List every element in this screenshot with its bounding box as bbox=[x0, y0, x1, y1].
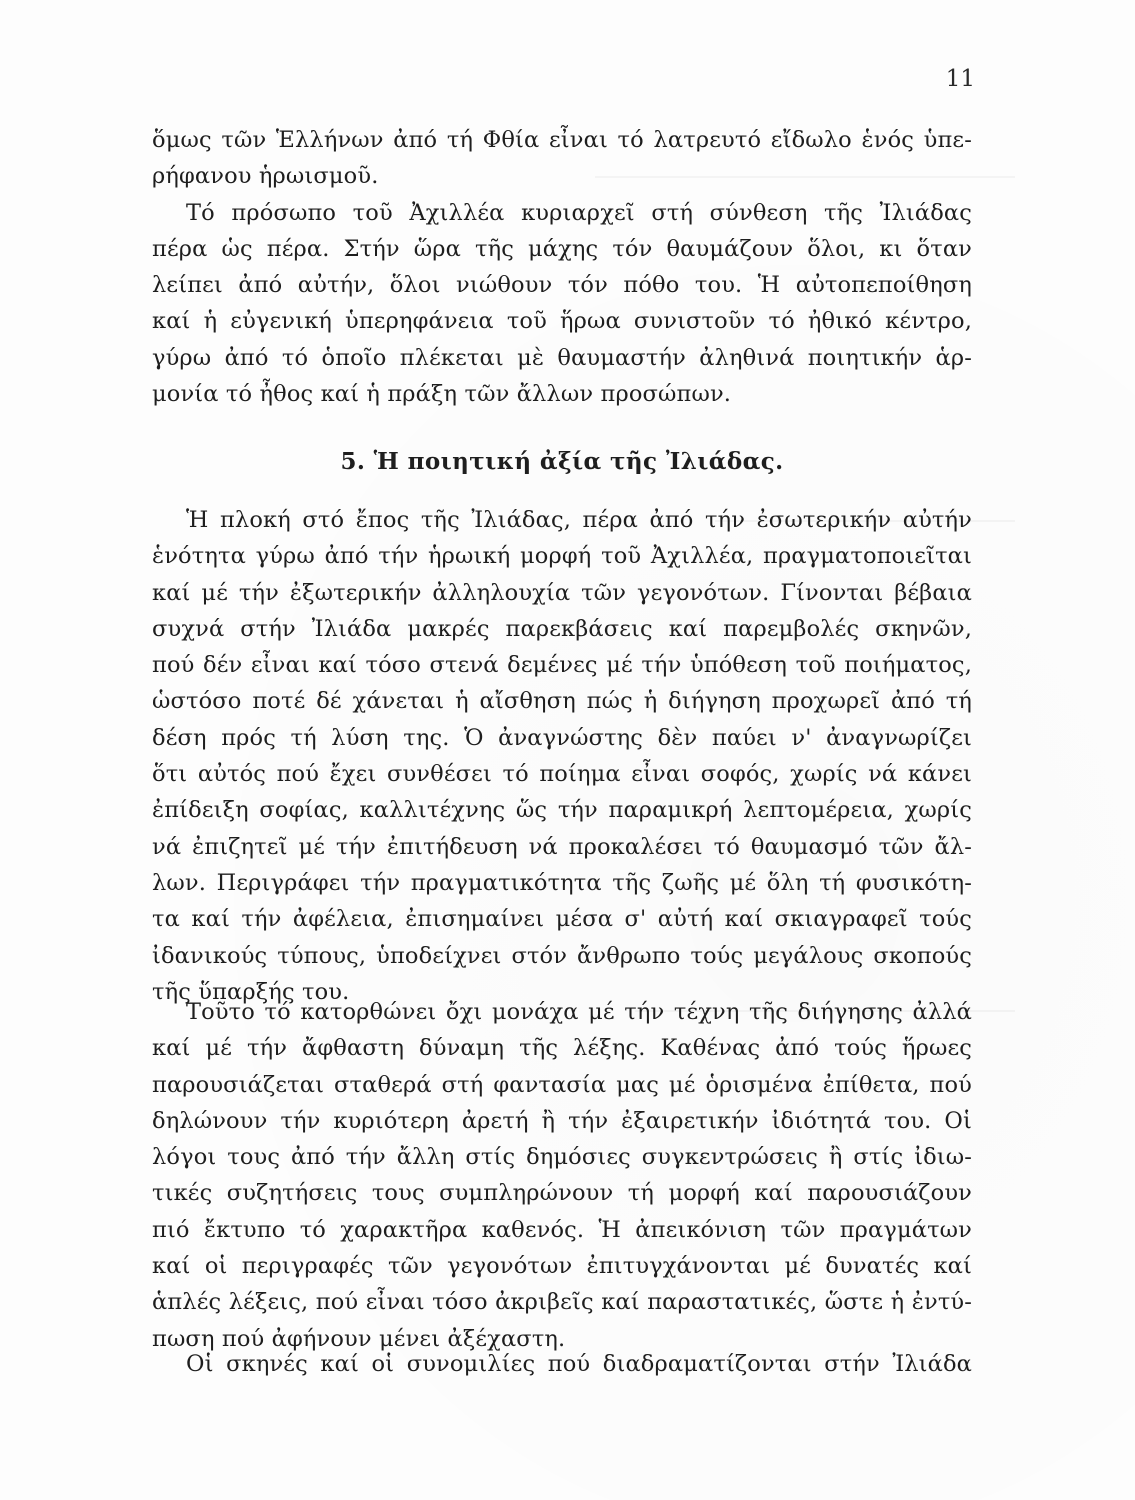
text-line: δηλώνουν τήν κυριότερη ἀρετή ἢ τήν ἐξαιρετικήν ἰδιότητά του. Οἱ bbox=[152, 1107, 972, 1134]
text-block-paragraph-2 bbox=[152, 994, 972, 1357]
text-line: τικές συζητήσεις τους συμπληρώνουν τή μορφή καί παρουσιάζουν bbox=[152, 1180, 972, 1207]
text-line: ἁπλές λέξεις, πού εἶναι τόσο ἀκριβεῖς καί παραστατικές, ὥστε ἡ ἐντύ- bbox=[152, 1289, 972, 1316]
text-block-intro bbox=[152, 122, 972, 412]
text-line: καί μέ τήν ἄφθαστη δύναμη τῆς λέξης. Καθένας ἀπό τούς ἥρωες bbox=[152, 1035, 972, 1062]
text-line: συχνά στήν Ἰλιάδα μακρές παρεκβάσεις καί παρεμβολές σκηνῶν, bbox=[152, 615, 972, 642]
text-line: πιό ἔκτυπο τό χαρακτῆρα καθενός. Ἡ ἀπεικόνιση τῶν πραγμάτων bbox=[152, 1216, 972, 1243]
text-line: Οἱ σκηνές καί οἱ συνομιλίες πού διαδραματίζονται στήν Ἰλιάδα bbox=[186, 1351, 972, 1377]
section-heading: 5. Ἡ ποιητική ἀξία τῆς Ἰλιάδας. bbox=[340, 448, 784, 475]
text-line: μονία τό ἦθος καί ἡ πράξη τῶν ἄλλων προσώπων. bbox=[152, 381, 732, 408]
text-line: ὅμως τῶν Ἑλλήνων ἀπό τή Φθία εἶναι τό λατρευτό εἴδωλο ἑνός ὑπε- bbox=[152, 127, 972, 153]
text-line: Ἡ πλοκή στό ἔπος τῆς Ἰλιάδας, πέρα ἀπό τήν ἐσωτερικήν αὐτήν bbox=[186, 507, 972, 533]
text-line: ρήφανου ἡρωισμοῦ. bbox=[152, 163, 379, 190]
text-line: τῆς ὕπαρξής του. bbox=[152, 978, 350, 1005]
text-line: γύρω ἀπό τό ὁποῖο πλέκεται μὲ θαυμαστήν ἀληθινά ποιητικήν ἁρ- bbox=[152, 344, 972, 371]
text-line: λείπει ἀπό αὐτήν, ὅλοι νιώθουν τόν πόθο του. Ἡ αὐτοπεποίθηση bbox=[152, 272, 972, 299]
text-block-paragraph-3 bbox=[152, 1346, 972, 1382]
text-line: ἐπίδειξη σοφίας, καλλιτέχνης ὥς τήν παραμικρή λεπτομέρεια, χωρίς bbox=[152, 797, 972, 824]
text-line: λόγοι τους ἀπό τήν ἄλλη στίς δημόσιες συγκεντρώσεις ἢ στίς ἰδιω- bbox=[152, 1144, 972, 1171]
text-line: νά ἐπιζητεῖ μέ τήν ἐπιτήδευση νά προκαλέσει τό θαυμασμό τῶν ἄλ- bbox=[152, 833, 972, 860]
text-line: ἑνότητα γύρω ἀπό τήν ἡρωική μορφή τοῦ Ἀχιλλέα, πραγματοποιεῖται bbox=[152, 543, 972, 570]
text-line: ἰδανικούς τύπους, ὑποδείχνει στόν ἄνθρωπο τούς μεγάλους σκοπούς bbox=[152, 942, 972, 969]
text-line: δέση πρός τή λύση της. Ὁ ἀναγνώστης δὲν παύει ν' ἀναγνωρίζει bbox=[152, 724, 972, 751]
text-line: πού δέν εἶναι καί τόσο στενά δεμένες μέ τήν ὑπόθεση τοῦ ποιήματος, bbox=[152, 652, 972, 679]
text-line: καί μέ τήν ἐξωτερικήν ἀλληλουχία τῶν γεγονότων. Γίνονται βέβαια bbox=[152, 579, 972, 606]
text-line: καί οἱ περιγραφές τῶν γεγονότων ἐπιτυγχάνονται μέ δυνατές καί bbox=[152, 1253, 972, 1280]
text-line: πωση πού ἀφήνουν μένει ἀξέχαστη. bbox=[152, 1325, 566, 1352]
text-line: καί ἡ εὐγενική ὑπερηφάνεια τοῦ ἥρωα συνιστοῦν τό ἠθικό κέντρο, bbox=[152, 308, 972, 335]
text-line: Τό πρόσωπο τοῦ Ἀχιλλέα κυριαρχεῖ στή σύνθεση τῆς Ἰλιάδας bbox=[186, 199, 972, 226]
text-line: λων. Περιγράφει τήν πραγματικότητα τῆς ζωῆς μέ ὅλη τή φυσικότη- bbox=[152, 869, 972, 896]
text-line: πέρα ὡς πέρα. Στήν ὥρα τῆς μάχης τόν θαυμάζουν ὅλοι, κι ὅταν bbox=[152, 235, 972, 262]
text-line: παρουσιάζεται σταθερά στή φαντασία μας μέ ὁρισμένα ἐπίθετα, πού bbox=[152, 1071, 972, 1098]
page-number: 11 bbox=[945, 66, 975, 92]
text-line: Τοῦτο τό κατορθώνει ὄχι μονάχα μέ τήν τέχνη τῆς διήγησης ἀλλά bbox=[186, 999, 972, 1025]
text-block-paragraph-1 bbox=[152, 502, 972, 1010]
text-line: ὡστόσο ποτέ δέ χάνεται ἡ αἴσθηση πώς ἡ διήγηση προχωρεῖ ἀπό τή bbox=[152, 688, 972, 715]
text-line: ὅτι αὐτός πού ἔχει συνθέσει τό ποίημα εἶναι σοφός, χωρίς νά κάνει bbox=[152, 761, 972, 788]
text-line: τα καί τήν ἀφέλεια, ἐπισημαίνει μέσα σ' αὐτή καί σκιαγραφεῖ τούς bbox=[152, 906, 972, 933]
